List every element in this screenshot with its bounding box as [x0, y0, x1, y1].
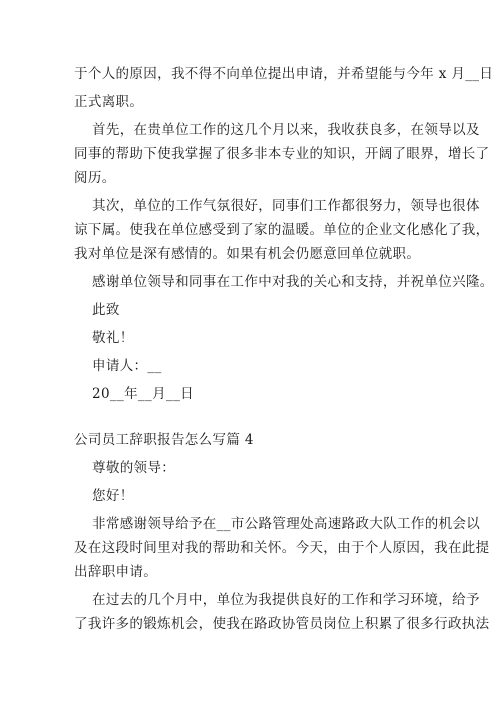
text-line: 出辞职申请。 — [74, 564, 158, 580]
text-line: 谅下属。使我在单位感受到了家的温暖。单位的企业文化感化了我， — [74, 222, 490, 238]
text-line: 于个人的原因，我不得不向单位提出申请，并希望能与今年 x 月__日 — [74, 66, 494, 82]
text-line: 了我许多的锻炼机会，使我在路政协管员岗位上积累了很多行政执法 — [74, 616, 490, 632]
section-heading: 公司员工辞职报告怎么写篇 4 — [74, 432, 254, 448]
closing-regards: 敬礼！ — [92, 330, 134, 346]
date-line: 20__年__月__日 — [92, 386, 195, 402]
text-line: 同事的帮助下使我掌握了很多非本专业的知识，开阔了眼界，增长了 — [74, 146, 490, 162]
text-line: 感谢单位领导和同事在工作中对我的关心和支持，并祝单位兴隆。 — [92, 274, 494, 290]
closing-salutation: 此致 — [92, 302, 120, 318]
text-line: 其次，单位的工作气氛很好，同事们工作都很努力，领导也很体 — [92, 198, 480, 214]
text-line: 首先，在贵单位工作的这几个月以来，我收获良多，在领导以及 — [92, 122, 480, 138]
applicant-signature: 申请人：__ — [92, 358, 162, 374]
greeting-line: 尊敬的领导： — [92, 460, 176, 476]
text-line: 及在这段时间里对我的帮助和关怀。今天，由于个人原因，我在此提 — [74, 540, 490, 556]
greeting-line: 您好！ — [92, 488, 134, 504]
text-line: 在过去的几个月中，单位为我提供良好的工作和学习环境，给予 — [92, 592, 480, 608]
text-line: 阅历。 — [74, 170, 116, 186]
text-line: 我对单位是深有感情的。如果有机会仍愿意回单位就职。 — [74, 246, 421, 262]
text-line: 非常感谢领导给予在__市公路管理处高速路政大队工作的机会以 — [92, 516, 481, 532]
text-line: 正式离职。 — [74, 94, 144, 110]
